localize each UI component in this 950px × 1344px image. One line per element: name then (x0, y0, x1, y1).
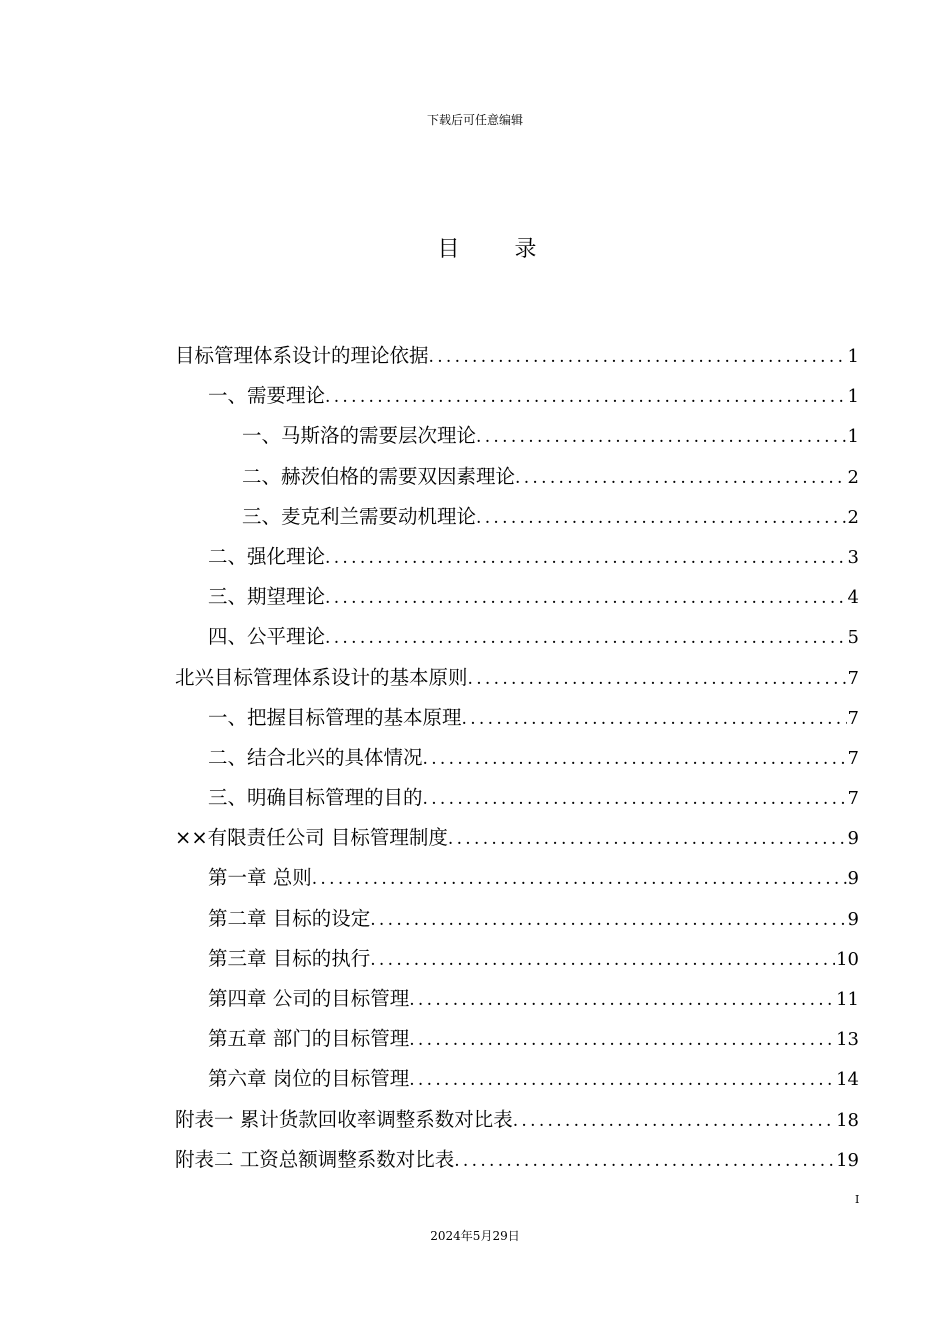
page-header: 下载后可任意编辑 (426, 113, 523, 127)
toc-entry[interactable] (175, 577, 859, 617)
toc-entry[interactable] (175, 858, 859, 898)
toc-entry[interactable] (175, 336, 859, 376)
toc-entry-text: 二、强化理论 (208, 544, 326, 568)
toc-leader-dots (462, 699, 847, 739)
toc-entry[interactable] (175, 537, 859, 577)
toc-entry-text: 北兴目标管理体系设计的基本原则 (175, 665, 468, 689)
toc-entry-text: ××有限责任公司 目标管理制度 (175, 826, 448, 850)
toc-leader-dots (325, 377, 847, 417)
toc-entry[interactable] (175, 457, 859, 497)
toc-entry-page: 7 (847, 747, 859, 769)
toc-leader-dots (513, 1101, 835, 1141)
page-number: I (855, 1193, 860, 1206)
toc-leader-dots (370, 900, 846, 940)
toc-entry-text: 二、赫茨伯格的需要双因素理论 (242, 464, 516, 488)
toc-entry-text: 第四章 公司的目标管理 (208, 987, 410, 1010)
toc-entry-page: 13 (836, 1029, 859, 1051)
toc-leader-dots (476, 417, 847, 457)
toc-title: 目 录 (437, 237, 561, 262)
toc-entry-text: 第五章 部门的目标管理 (208, 1027, 410, 1051)
toc-entry[interactable] (175, 1100, 859, 1140)
toc-leader-dots (409, 980, 835, 1020)
toc-entry-page: 9 (847, 908, 859, 930)
toc-entry-text: 一、马斯洛的需要层次理论 (242, 424, 477, 448)
toc-entry[interactable] (175, 899, 859, 939)
toc-leader-dots (515, 458, 847, 498)
toc-entry-page: 4 (847, 587, 859, 609)
toc-entry-page: 19 (836, 1149, 859, 1171)
toc-entry-page: 1 (847, 346, 859, 367)
toc-leader-dots (325, 538, 847, 578)
toc-entry[interactable] (175, 1059, 859, 1099)
toc-entry-page: 7 (847, 707, 859, 729)
toc-entry-page: 2 (847, 506, 859, 528)
toc-entry-page: 1 (847, 426, 859, 448)
toc-entry[interactable] (175, 778, 859, 818)
toc-entry-page: 11 (836, 989, 859, 1010)
toc-entry-page: 1 (847, 386, 859, 408)
toc-entry[interactable] (175, 617, 859, 657)
toc-leader-dots (409, 1060, 835, 1100)
toc-entry-page: 14 (836, 1069, 859, 1091)
table-of-contents (175, 336, 859, 1180)
toc-leader-dots (409, 1020, 835, 1060)
toc-entry-page: 9 (847, 828, 859, 850)
toc-leader-dots (423, 779, 847, 819)
toc-entry[interactable] (175, 818, 859, 858)
toc-entry-text: 第三章 目标的执行 (208, 946, 371, 970)
toc-entry-text: 四、公平理论 (208, 625, 326, 649)
toc-entry-text: 一、把握目标管理的基本原理 (208, 705, 462, 729)
toc-entry[interactable] (175, 416, 859, 456)
toc-entry[interactable] (175, 939, 859, 979)
toc-entry-text: 三、明确目标管理的目的 (208, 786, 423, 810)
toc-leader-dots (325, 578, 847, 618)
toc-entry[interactable] (175, 698, 859, 738)
toc-entry-text: 附表二 工资总额调整系数对比表 (175, 1147, 455, 1171)
toc-leader-dots (370, 940, 835, 980)
toc-entry[interactable] (175, 376, 859, 416)
toc-entry-text: 第二章 目标的设定 (208, 906, 371, 930)
toc-entry-text: 第一章 总则 (208, 866, 312, 890)
toc-leader-dots (454, 1141, 835, 1181)
toc-entry-text: 三、麦克利兰需要动机理论 (242, 504, 477, 528)
toc-entry-text: 目标管理体系设计的理论依据 (175, 344, 429, 367)
toc-leader-dots (325, 618, 847, 658)
toc-entry-page: 2 (847, 466, 859, 488)
toc-entry-page: 7 (847, 788, 859, 810)
toc-entry-text: 三、期望理论 (208, 585, 326, 609)
toc-entry-page: 18 (836, 1109, 859, 1131)
toc-entry[interactable] (175, 1140, 859, 1180)
toc-entry-page: 7 (847, 667, 859, 689)
toc-leader-dots (429, 337, 847, 377)
page-footer-date: 2024年5月29日 (430, 1229, 520, 1243)
toc-leader-dots (448, 819, 847, 859)
toc-leader-dots (312, 859, 847, 899)
toc-entry[interactable] (175, 1019, 859, 1059)
toc-entry-page: 10 (836, 948, 859, 970)
toc-leader-dots (476, 498, 847, 538)
toc-entry-page: 3 (847, 546, 859, 568)
toc-entry-text: 一、需要理论 (208, 384, 326, 408)
toc-entry-text: 第六章 岗位的目标管理 (208, 1067, 410, 1091)
toc-leader-dots (423, 739, 847, 779)
toc-entry-text: 二、结合北兴的具体情况 (208, 745, 423, 769)
toc-entry[interactable] (175, 738, 859, 778)
toc-entry-text: 附表一 累计货款回收率调整系数对比表 (175, 1107, 513, 1131)
toc-entry[interactable] (175, 497, 859, 537)
toc-entry-page: 5 (847, 627, 859, 649)
toc-entry-page: 9 (847, 868, 859, 890)
toc-entry[interactable] (175, 658, 859, 698)
toc-entry[interactable] (175, 979, 859, 1019)
toc-leader-dots (468, 659, 847, 699)
